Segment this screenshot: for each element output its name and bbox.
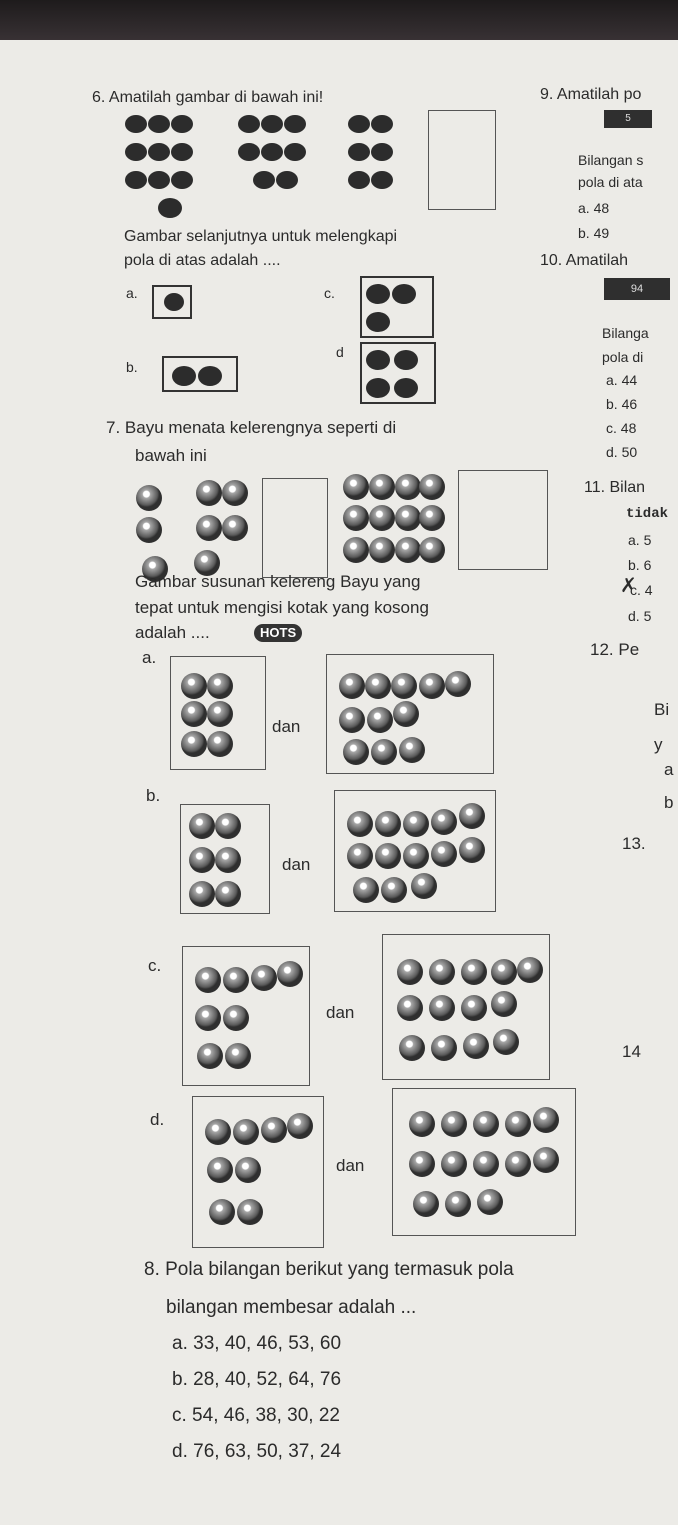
q7-option-b-left-box[interactable]	[180, 804, 270, 914]
marble	[505, 1151, 531, 1177]
marble	[205, 1119, 231, 1145]
q7-prompt-line5: adalah ....	[135, 623, 210, 642]
marble	[369, 505, 395, 531]
q8-prompt-line1: 8. Pola bilangan berikut yang termasuk pola	[144, 1259, 514, 1280]
marble	[517, 957, 543, 983]
marble	[397, 959, 423, 985]
dot	[164, 293, 184, 311]
marble	[353, 877, 379, 903]
q7-option-a-dan: dan	[272, 717, 301, 736]
marble	[136, 517, 162, 543]
marble	[181, 673, 207, 699]
marble	[403, 843, 429, 869]
marble	[395, 505, 421, 531]
dot	[158, 198, 182, 218]
q6-prompt-line2: Gambar selanjutnya untuk melengkapi	[124, 228, 398, 245]
marble	[431, 809, 457, 835]
marble	[277, 961, 303, 987]
q7-empty-box-1	[262, 478, 328, 578]
marble	[381, 877, 407, 903]
dot	[148, 171, 170, 189]
dot	[171, 143, 193, 161]
q7-option-c-left-box[interactable]	[182, 946, 310, 1086]
marble	[367, 707, 393, 733]
q9-prompt: 9. Amatilah po	[540, 86, 642, 103]
marble	[533, 1107, 559, 1133]
dot	[366, 284, 390, 304]
marble	[343, 474, 369, 500]
q11-prompt: 11. Bilan	[584, 479, 646, 496]
q7-option-d-label: d.	[150, 1110, 165, 1129]
marble	[409, 1151, 435, 1177]
marble	[223, 1005, 249, 1031]
marble	[223, 967, 249, 993]
q11-option-d[interactable]: d. 5	[628, 608, 652, 624]
marble	[429, 959, 455, 985]
marble	[207, 1157, 233, 1183]
marble	[339, 707, 365, 733]
marble	[491, 959, 517, 985]
q7-option-b-dan: dan	[282, 855, 311, 874]
q7-option-b-label: b.	[146, 786, 161, 805]
marble	[207, 731, 233, 757]
dot	[276, 171, 298, 189]
marble	[215, 813, 241, 839]
q8-option-d[interactable]: d. 76, 63, 50, 37, 24	[172, 1441, 342, 1462]
dot	[371, 143, 393, 161]
marble	[463, 1033, 489, 1059]
dot	[171, 171, 193, 189]
q10-option-c[interactable]: c. 48	[606, 420, 637, 436]
marble	[459, 837, 485, 863]
q12-line4: b	[664, 793, 674, 812]
marble	[215, 847, 241, 873]
q10-option-b[interactable]: b. 46	[606, 396, 638, 412]
q7-option-c-right-box[interactable]	[382, 934, 550, 1080]
dot	[366, 312, 390, 332]
q6-option-b-label: b.	[126, 359, 138, 375]
q7-prompt-line1: 7. Bayu menata kelerengnya seperti di	[106, 418, 397, 437]
marble	[369, 474, 395, 500]
q7-prompt-line3: Gambar susunan kelereng Bayu yang	[135, 572, 421, 591]
marble	[195, 1005, 221, 1031]
q10-option-d[interactable]: d. 50	[606, 444, 638, 460]
dot	[284, 143, 306, 161]
q6-option-a-label: a.	[126, 285, 138, 301]
marble	[459, 803, 485, 829]
q7-option-d-dan: dan	[336, 1156, 365, 1175]
marble	[395, 537, 421, 563]
q6-prompt-line3: pola di atas adalah ....	[124, 252, 281, 269]
marble	[343, 739, 369, 765]
dot	[198, 366, 222, 386]
marble	[493, 1029, 519, 1055]
q7-prompt-line2: bawah ini	[135, 446, 207, 465]
marble	[251, 965, 277, 991]
q9-line1: Bilangan s	[578, 152, 644, 168]
marble	[491, 991, 517, 1017]
marble	[461, 959, 487, 985]
q7-option-a-label: a.	[142, 648, 157, 667]
dot	[148, 143, 170, 161]
q9-option-a[interactable]: a. 48	[578, 200, 610, 216]
dot	[366, 350, 390, 370]
q8-option-a[interactable]: a. 33, 40, 46, 53, 60	[172, 1333, 342, 1354]
q7-empty-box-2	[458, 470, 548, 570]
marble	[419, 474, 445, 500]
q11-option-c[interactable]: c. 4	[630, 582, 653, 598]
dot	[394, 350, 418, 370]
q10-line1: Bilanga	[602, 325, 649, 341]
q6-option-b-box[interactable]	[162, 356, 238, 392]
dot	[125, 171, 147, 189]
marble	[391, 673, 417, 699]
marble	[195, 967, 221, 993]
marble	[189, 847, 215, 873]
marble	[339, 673, 365, 699]
q7-option-d-right-box[interactable]	[392, 1088, 576, 1236]
marble	[196, 515, 222, 541]
marble	[365, 673, 391, 699]
marble	[419, 673, 445, 699]
q6-option-d-label: d	[336, 344, 344, 360]
marble	[207, 701, 233, 727]
marble	[431, 841, 457, 867]
marble	[477, 1189, 503, 1215]
marble	[441, 1151, 467, 1177]
dot	[238, 115, 260, 133]
q6-option-c-box[interactable]	[360, 276, 434, 338]
marble	[445, 671, 471, 697]
marble	[461, 995, 487, 1021]
marble	[399, 1035, 425, 1061]
q9-number-tag: 5	[604, 110, 652, 128]
marble	[235, 1157, 261, 1183]
marble	[225, 1043, 251, 1069]
marble	[189, 881, 215, 907]
q6-prompt: 6. Amatilah gambar di bawah ini!	[92, 89, 324, 106]
dot	[238, 143, 260, 161]
marble	[411, 873, 437, 899]
hots-badge: HOTS	[254, 624, 302, 642]
marble	[215, 881, 241, 907]
marble	[399, 737, 425, 763]
marble	[207, 673, 233, 699]
q12-line1: Bi	[654, 700, 670, 719]
marble	[473, 1111, 499, 1137]
dot	[392, 284, 416, 304]
marble	[181, 731, 207, 757]
q7-option-a-left-box[interactable]	[170, 656, 266, 770]
dot	[348, 115, 370, 133]
marble	[209, 1199, 235, 1225]
q8-option-c[interactable]: c. 54, 46, 38, 30, 22	[172, 1405, 340, 1426]
q6-option-d-box[interactable]	[360, 342, 436, 404]
marble	[413, 1191, 439, 1217]
marble	[375, 843, 401, 869]
marble	[136, 485, 162, 511]
q9-option-b[interactable]: b. 49	[578, 225, 610, 241]
marble	[375, 811, 401, 837]
dot	[261, 115, 283, 133]
dot	[261, 143, 283, 161]
q8-option-b[interactable]: b. 28, 40, 52, 64, 76	[172, 1369, 342, 1390]
marble	[222, 480, 248, 506]
marble	[393, 701, 419, 727]
marble	[371, 739, 397, 765]
marble	[237, 1199, 263, 1225]
dot	[348, 143, 370, 161]
marble	[347, 843, 373, 869]
q14-number: 14	[622, 1042, 641, 1061]
q11-line1: tidak	[626, 506, 669, 522]
q10-option-a[interactable]: a. 44	[606, 372, 638, 388]
marble	[233, 1119, 259, 1145]
marble	[409, 1111, 435, 1137]
q7-option-b-right-box[interactable]	[334, 790, 496, 912]
marble	[196, 480, 222, 506]
marble	[343, 505, 369, 531]
marble	[445, 1191, 471, 1217]
q9-line2: pola di ata	[578, 174, 643, 190]
marble	[473, 1151, 499, 1177]
marble	[343, 537, 369, 563]
marble	[287, 1113, 313, 1139]
marble	[222, 515, 248, 541]
marble	[505, 1111, 531, 1137]
q6-option-c-label: c.	[324, 285, 335, 301]
q7-prompt-line4: tepat untuk mengisi kotak yang kosong	[135, 598, 429, 617]
q6-empty-box	[428, 110, 496, 210]
marble	[429, 995, 455, 1021]
marble	[397, 995, 423, 1021]
marble	[533, 1147, 559, 1173]
q6-option-a-box[interactable]	[152, 285, 192, 319]
marble	[395, 474, 421, 500]
marble	[369, 537, 395, 563]
marble	[441, 1111, 467, 1137]
dot	[148, 115, 170, 133]
q12-prompt: 12. Pe	[590, 640, 640, 659]
q7-option-c-dan: dan	[326, 1003, 355, 1022]
q7-option-a-right-box[interactable]	[326, 654, 494, 774]
dot	[371, 171, 393, 189]
q12-line3: a	[664, 760, 674, 779]
marble	[181, 701, 207, 727]
dot	[371, 115, 393, 133]
marble	[347, 811, 373, 837]
q10-line2: pola di	[602, 349, 644, 365]
q11-option-a[interactable]: a. 5	[628, 532, 652, 548]
q13-number: 13.	[622, 834, 646, 853]
q10-prompt: 10. Amatilah	[540, 252, 629, 269]
q8-prompt-line2: bilangan membesar adalah ...	[166, 1297, 417, 1318]
dot	[172, 366, 196, 386]
marble	[403, 811, 429, 837]
dot	[348, 171, 370, 189]
q12-line2: y	[654, 735, 663, 754]
marble	[189, 813, 215, 839]
dot	[253, 171, 275, 189]
dot	[125, 143, 147, 161]
q7-option-d-left-box[interactable]	[192, 1096, 324, 1248]
handwritten-cross-mark: ✗	[620, 575, 637, 597]
dot	[284, 115, 306, 133]
dot	[366, 378, 390, 398]
dot	[171, 115, 193, 133]
q7-option-c-label: c.	[148, 956, 162, 975]
q11-option-b[interactable]: b. 6	[628, 557, 652, 573]
dot	[125, 115, 147, 133]
marble	[431, 1035, 457, 1061]
dot	[394, 378, 418, 398]
marble	[197, 1043, 223, 1069]
q10-number-tag: 94	[604, 278, 670, 300]
marble	[261, 1117, 287, 1143]
marble	[419, 537, 445, 563]
marble	[419, 505, 445, 531]
